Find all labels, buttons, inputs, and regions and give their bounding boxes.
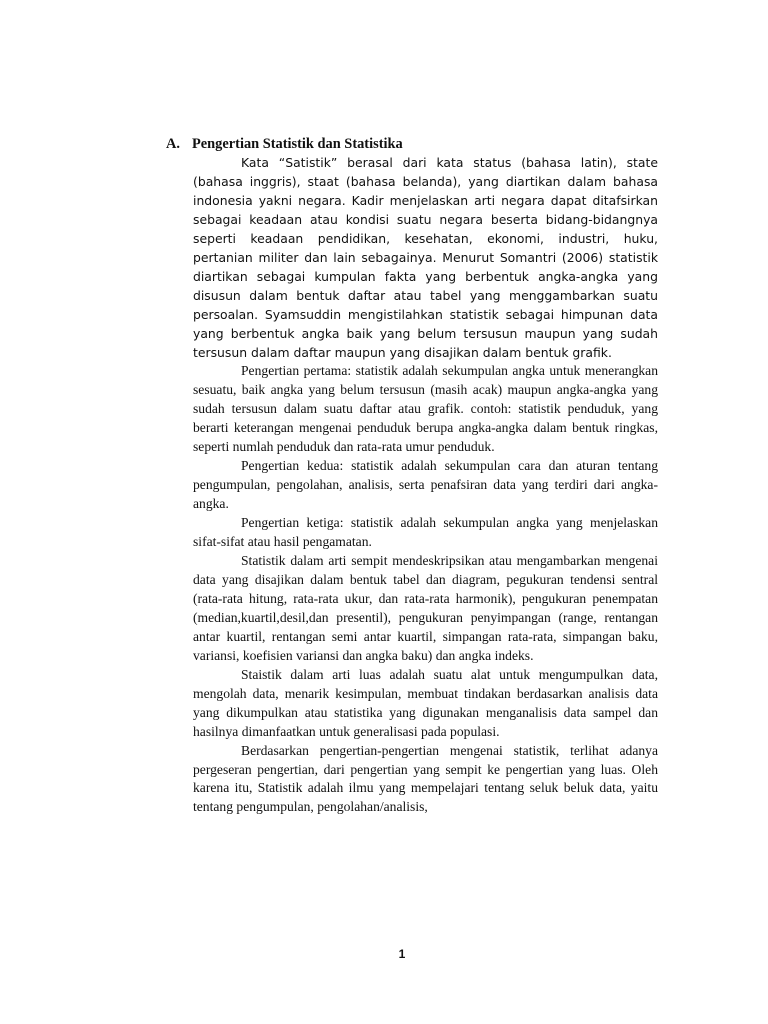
page-number: 1 (398, 947, 406, 961)
paragraph-conclusion: Berdasarkan pengertian-pengertian mengenai statistik, terlihat adanya pergeseran pengertian, dari pengertian yang sempit ke pengertian yang luas. Oleh karena itu, Statistik adalah ilmu yang mempelajari tentang seluk beluk data, yaitu tentang pengumpulan, pengolahan/analisis, (193, 742, 658, 815)
paragraph-definition-third: Pengertian ketiga: statistik adalah sekumpulan angka yang menjelaskan sifat-sifat atau hasil pengamatan. (193, 515, 658, 550)
paragraph-definition-second: Pengertian kedua: statistik adalah sekumpulan cara dan aturan tentang pengumpulan, pengolahan, analisis, serta penafsiran data yang terdiri dari angka-angka. (193, 458, 658, 512)
paragraph-narrow-sense: Statistik dalam arti sempit mendeskripsikan atau mengambarkan mengenai data yang disajikan dalam bentuk tabel dan diagram, pegukuran tendensi sentral (rata-rata hitung, rata-rata ukur, dan rata-rata harmonik), pengukuran penempatan (median,kuartil,desil,dan presentil), pengukuran penyimpangan (range, rentangan antar kuartil, rentangan semi antar kuartil, simpangan rata-rata, simpangan baku, variansi, koefisien variansi dan angka baku) dan angka indeks. (193, 553, 658, 663)
paragraph-etymology: Kata “Satistik” berasal dari kata status (bahasa latin), state (bahasa inggris), staat (bahasa belanda), yang diartikan dalam bahasa indonesia yakni negara. Kadir menjelaskan arti negara dapat ditafsirkan sebagai keadaan atau kondisi suatu negara beserta bidang-bidangnya seperti keadaan pendidikan, kesehatan, ekonomi, industri, huku, pertanian militer dan lain sebagainya. Menurut Somantri (2006) statistik diartikan sebagai kumpulan fakta yang berbentuk angka-angka yang disusun dalam bentuk daftar atau tabel yang menggambarkan suatu persoalan. Syamsuddin mengistilahkan statistik sebagai himpunan data yang berbentuk angka baik yang belum tersusun maupun yang sudah tersusun dalam daftar maupun yang disajikan dalam bentuk grafik. (193, 155, 658, 360)
paragraph-definition-first: Pengertian pertama: statistik adalah sekumpulan angka untuk menerangkan sesuatu, baik angka yang belum tersusun (masih acak) maupun angka-angka yang sudah tersusun dalam suatu daftar atau grafik. contoh: statistik penduduk, yang berarti keterangan mengenai penduduk berupa angka-angka dalam bentuk ringkas, seperti numlah penduduk dan rata-rata umur penduduk. (193, 363, 658, 455)
body-text (193, 154, 658, 817)
section-title: Pengertian Statistik dan Statistika (192, 136, 403, 152)
section-heading (166, 135, 666, 154)
paragraph-broad-sense: Staistik dalam arti luas adalah suatu alat untuk mengumpulkan data, mengolah data, menarik kesimpulan, membuat tindakan berdasarkan analisis data yang dikumpulkan atau statistika yang digunakan menganalisis data sampel dan hasilnya dimanfaatkan untuk generalisasi pada populasi. (193, 666, 658, 739)
section-marker: A. (166, 136, 180, 152)
